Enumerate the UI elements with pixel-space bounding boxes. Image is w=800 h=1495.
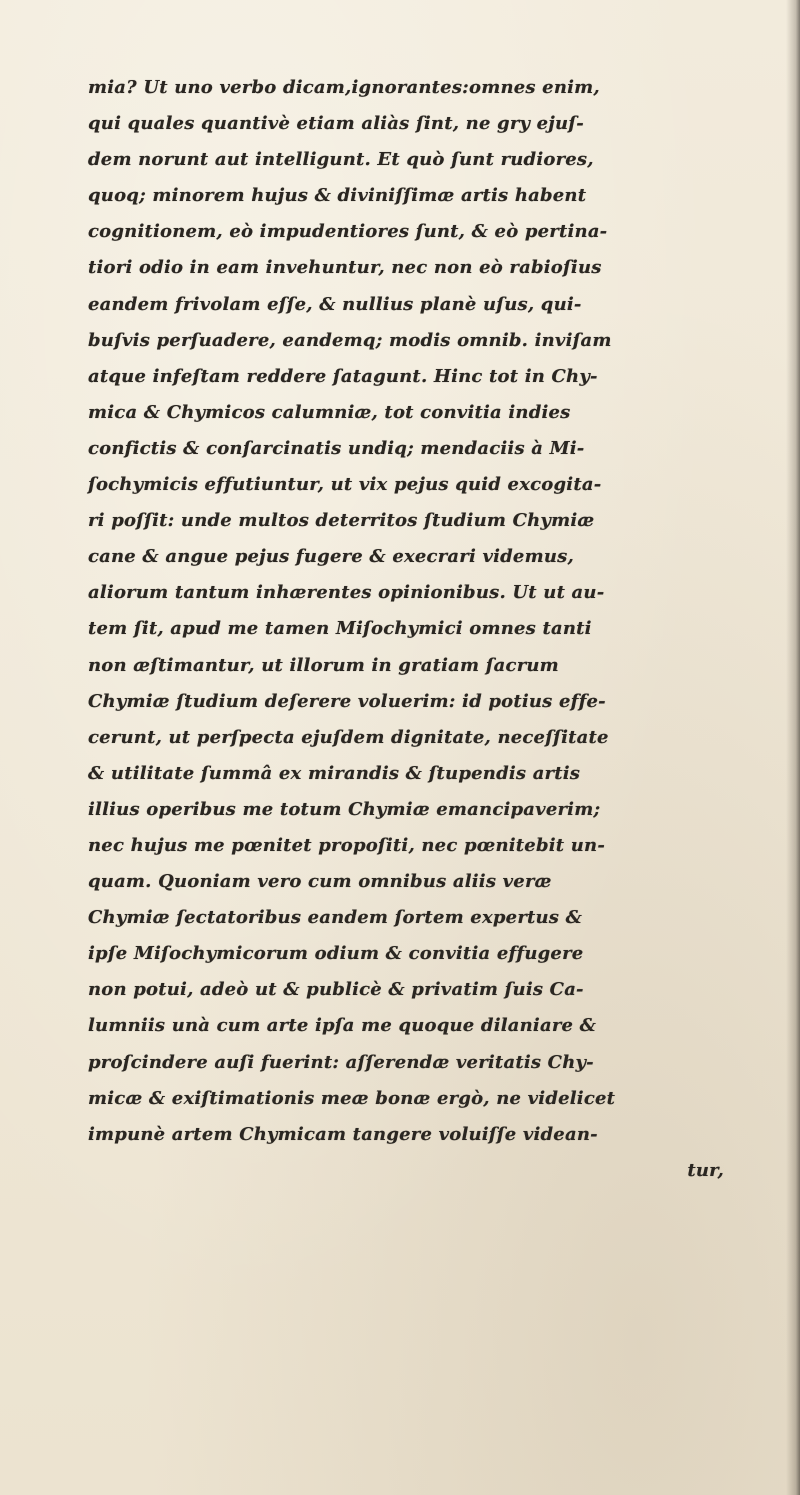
text-line: illius operibus me totum Chymiæ emancipaverim; <box>88 798 601 820</box>
text-line: nec hujus me pœnitet propoſiti, nec pœnitebit un- <box>88 834 605 856</box>
text-line: confictis & conſarcinatis undiq; mendaciis à Mi- <box>88 437 585 459</box>
text-line: non æſtimantur, ut illorum in gratiam ſacrum <box>88 654 559 676</box>
body-text <box>88 70 800 1189</box>
text-line: non potui, adeò ut & publicè & privatim ſuis Ca- <box>88 979 584 1001</box>
text-line: & utilitate ſummâ ex mirandis & ſtupendis artis <box>88 762 581 784</box>
text-line: ri poſſit: unde multos deterritos ſtudium Chymiæ <box>88 510 595 532</box>
text-line: Chymiæ ſectatoribus eandem ſortem expertus & <box>88 907 583 929</box>
text-line: eandem frivolam eſſe, & nullius planè uſus, qui- <box>88 293 582 315</box>
text-line: atque infeſtam reddere ſatagunt. Hinc tot in Chy- <box>88 365 598 387</box>
text-line: cane & angue pejus fugere & execrari videmus, <box>88 546 574 568</box>
text-line: ſochymicis effutiuntur, ut vix pejus quid excogita- <box>88 474 602 496</box>
text-line: tiori odio in eam invehuntur, nec non eò rabioſius <box>88 257 602 279</box>
text-line: buſvis perſuadere, eandemq; modis omnib. inviſam <box>88 329 612 351</box>
text-line: ipſe Miſochymicorum odium & convitia effugere <box>88 943 584 965</box>
text-line: tem ſit, apud me tamen Miſochymici omnes tanti <box>88 618 592 640</box>
text-line: proſcindere auſi fuerint: aſſerendæ veritatis Chy- <box>88 1051 594 1073</box>
catchword: tur, <box>687 1159 724 1181</box>
text-line: lumniis unà cum arte ipſa me quoque dilaniare & <box>88 1015 597 1037</box>
text-line: mica & Chymicos calumniæ, tot convitia indies <box>88 401 571 423</box>
text-line: micæ & exiſtimationis meæ bonæ ergò, ne videlicet <box>88 1087 616 1109</box>
text-line: aliorum tantum inhærentes opinionibus. Ut ut au- <box>88 582 605 604</box>
text-line: impunè artem Chymicam tangere voluiſſe videan- <box>88 1123 598 1145</box>
text-line: dem norunt aut intelligunt. Et quò ſunt rudiores, <box>88 149 594 171</box>
text-line: quoq; minorem hujus & diviniſſimæ artis habent <box>88 185 587 207</box>
text-line: qui quales quantivè etiam aliàs ſint, ne gry ejuſ- <box>88 113 584 135</box>
text-line: cerunt, ut perſpecta ejuſdem dignitate, neceſſitate <box>88 726 609 748</box>
text-line: quam. Quoniam vero cum omnibus aliis veræ <box>88 871 552 893</box>
text-line: mia? Ut uno verbo dicam,ignorantes:omnes enim, <box>88 77 600 98</box>
text-line: Chymiæ ſtudium deſerere voluerim: id potius effe- <box>88 690 606 712</box>
text-line: cognitionem, eò impudentiores ſunt, & eò pertina- <box>88 221 608 243</box>
